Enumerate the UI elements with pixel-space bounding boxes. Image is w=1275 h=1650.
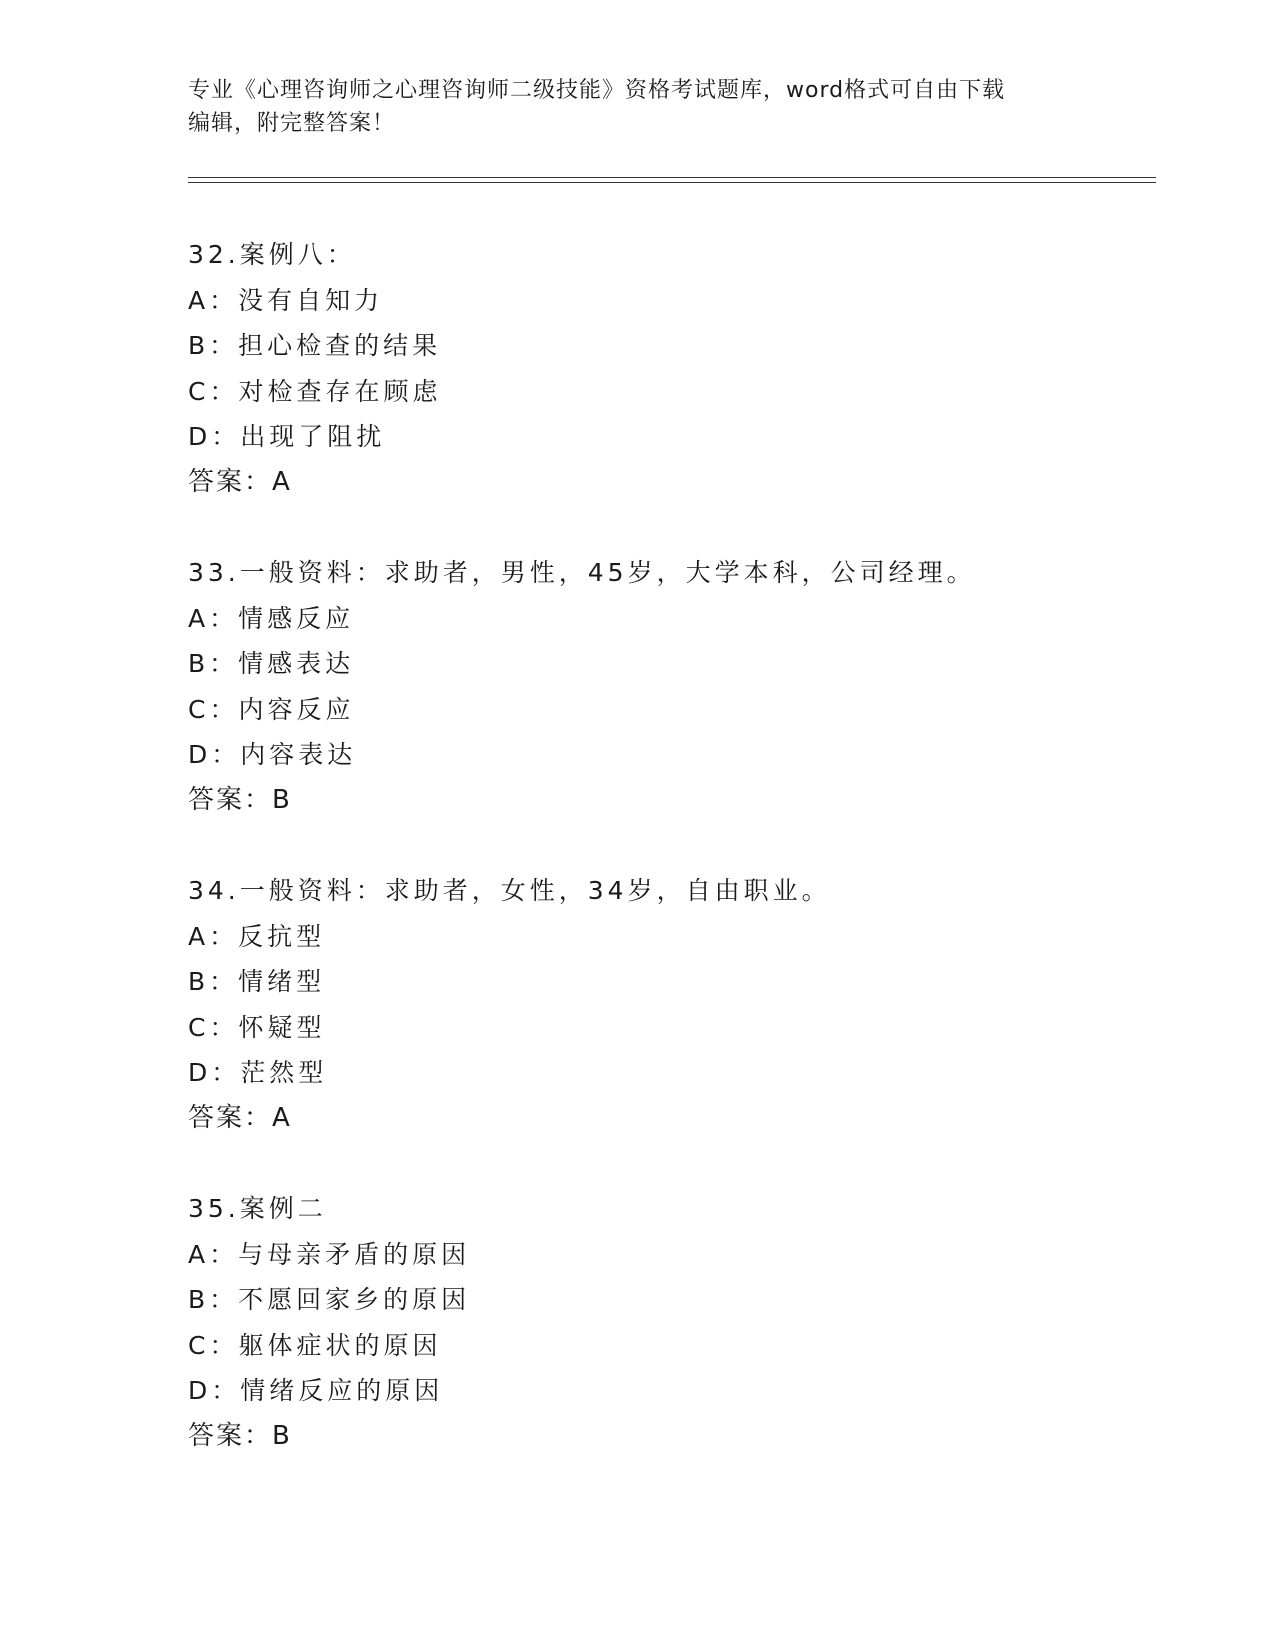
question-stem: 33.一般资料：求助者，男性，45岁，大学本科，公司经理。 <box>188 558 976 587</box>
option-b: B：情感表达 <box>188 649 355 678</box>
answer: 答案：A <box>188 1102 292 1133</box>
option-c: C：内容反应 <box>188 694 355 724</box>
question-34 <box>188 868 1148 1141</box>
question-stem: 34.一般资料：求助者，女性，34岁，自由职业。 <box>188 876 831 905</box>
question-33 <box>188 550 1148 823</box>
option-c: C：躯体症状的原因 <box>188 1330 442 1360</box>
option-b: B：情绪型 <box>188 967 326 996</box>
option-d: D：情绪反应的原因 <box>188 1376 444 1405</box>
option-a: A：没有自知力 <box>188 285 384 315</box>
answer: 答案：B <box>188 784 292 815</box>
option-b: B：不愿回家乡的原因 <box>188 1285 471 1314</box>
header-line-1: 专业《心理咨询师之心理咨询师二级技能》资格考试题库，word格式可自由下载 <box>188 78 1006 103</box>
option-d: D：茫然型 <box>188 1058 328 1087</box>
option-a: A：情感反应 <box>188 603 355 633</box>
answer: 答案：B <box>188 1420 292 1451</box>
question-32 <box>188 232 1148 505</box>
document-header <box>188 74 1088 140</box>
header-divider-bottom <box>188 182 1156 183</box>
question-stem: 32.案例八： <box>188 240 356 269</box>
option-a: A：与母亲矛盾的原因 <box>188 1239 471 1269</box>
question-35 <box>188 1186 1148 1459</box>
option-d: D：出现了阻扰 <box>188 422 386 451</box>
option-a: A：反抗型 <box>188 921 326 951</box>
option-c: C：对检查存在顾虑 <box>188 376 442 406</box>
question-stem: 35.案例二 <box>188 1194 327 1223</box>
answer: 答案：A <box>188 466 292 497</box>
option-b: B：担心检查的结果 <box>188 331 442 360</box>
option-c: C：怀疑型 <box>188 1012 326 1042</box>
header-divider-top <box>188 177 1156 178</box>
header-line-2: 编辑，附完整答案！ <box>188 111 396 136</box>
option-d: D：内容表达 <box>188 740 357 769</box>
